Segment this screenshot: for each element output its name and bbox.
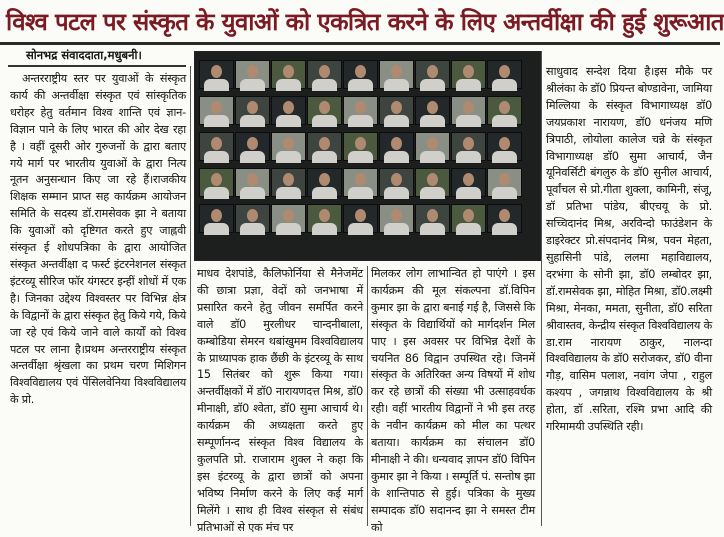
participant-tile: [271, 96, 306, 125]
column-4-text: साधुवाद सन्देश दिया है।इस मौके पर श्रीलंका के डॉ0 प्रियन्त बोण्डावेना, जामिया मिल्लिया के संस्कृत विभागाध्यक्ष डॉ0 जयप्रकाश नारायण, डॉ0 धनंजय मणि त्रिपाठी, लोयोला कालेज चन्ने के संस्कृत विभागाध्यक्ष डॉ0 सुमा आचार्य, जैन यूनिवर्सिटी बंगलुरु के डॉ0 सुनील आचार्य, पूर्वांचल से प्रो.गीता शुक्ला, कामिनी, संजू, डॉ प्रतिभा पांडेय, बीएचयू के प्रो. सच्चिदानंद मिश्र, अरविन्दो फाउंडेशन के डाइरेक्टर प्रो.संपदानंद मिश्र, पवन मेहता, सुहासिनी पांडे, ललमा महाविद्यालय, दरभंगा के सोनी झा, डॉ0 लम्बोदर झा, डॉ.रामसेवक झा, मोहित मिश्रा, डॉ0.लक्ष्मी मिश्रा, मेनका, ममता, सुनीता, डॉ0 सरिता श्रीवास्तव, केन्द्रीय संस्कृत विश्वविद्यालय के डा.राम नारायण ठाकुर, नालन्दा विश्वविद्यालय के डॉ0 सरोजकर, डॉ0 वीना गौड़, वासिम पलाश, नवांग जेपा , राहुल कश्यप , जगन्नाथ विश्वविद्यालय के श्री होता, डॉ .सरिता, रश्मि प्रभा आदि की गरिमामयी उपस्थिति रही।: [546, 65, 712, 434]
participant-tile: [415, 204, 450, 233]
participant-tile: [343, 168, 378, 197]
byline-rule: [8, 65, 186, 67]
participant-tile: [271, 60, 306, 89]
participant-tile: [343, 132, 378, 161]
participant-tile: [379, 204, 414, 233]
participant-tile: [307, 60, 342, 89]
participant-tile: [343, 204, 378, 233]
article-column-4: [546, 64, 712, 526]
participant-tile: [487, 204, 522, 233]
column-divider: [367, 266, 368, 526]
participant-tile: [379, 132, 414, 161]
participant-tile: [307, 132, 342, 161]
article-column-2: [197, 266, 363, 534]
participant-tile: [235, 204, 270, 233]
participant-tile: [235, 132, 270, 161]
participant-tile: [451, 60, 486, 89]
participant-tile: [307, 96, 342, 125]
column-divider: [190, 66, 191, 526]
participant-tile: [379, 60, 414, 89]
participant-tile: [235, 96, 270, 125]
participant-tile: [307, 204, 342, 233]
participant-tile: [451, 132, 486, 161]
participant-tile: [343, 60, 378, 89]
participant-tile: [343, 96, 378, 125]
participant-tile: [271, 132, 306, 161]
participant-tile: [415, 132, 450, 161]
participant-tile: [199, 168, 234, 197]
participant-tile: [451, 96, 486, 125]
participant-tile: [307, 168, 342, 197]
headline-rule: [0, 42, 720, 45]
column-divider: [541, 51, 542, 526]
participant-tile: [271, 168, 306, 197]
participant-tile: [415, 96, 450, 125]
participant-tile: [199, 204, 234, 233]
article-column-3: [371, 266, 535, 534]
participant-tile: [451, 168, 486, 197]
participant-tile: [415, 60, 450, 89]
participant-tile: [379, 168, 414, 197]
column-1-text: अन्तरराष्ट्रीय स्तर पर युवाओं के संस्कृत कार्य की अन्तर्वीक्षा संस्कृत एवं सांस्कृतिक धरोहर हेतु वर्तमान विश्व शान्ति एवं ज्ञान-विज्ञान पाने के लिए भारत की ओर देख रहा है । वहीं दूसरी ओर गुरुजनों के द्वारा बताए गये मार्ग पर भारतीय युवाओं के द्वारा नित्य नूतन अनुसन्धान किए जा रहे हैं।राजकीय शिक्षक सम्मान प्राप्त सह कार्यक्रम आयोजन समिति के सदस्य डॉ.रामसेवक झा ने बताया कि युवाओं को दृष्टिगत करते हुए जाह्नवी संस्कृत ई शोधपत्रिका के द्वारा आयोजित संस्कृत अन्तर्वीक्षा द फर्स्ट इंटरनेशनल संस्कृत इंटरव्यू सीरिज फॉर यंगस्टर इन्हीं शोधों में एक है। जिनका उद्देश्य विश्वस्तर पर विभिन्न क्षेत्र के विद्वानों के द्वारा संस्कृत हेतु किये गये, किये जा रहे एवं किये जाने वाले कार्यों को विश्व पटल पर लाना है।प्रथम अन्तरराष्ट्रीय संस्कृत अन्तर्वीक्षा श्रृंखला का प्रथम चरण मिशिगन विश्वविद्यालय एवं पेंसिलवेनिया विश्वविद्यालय के प्रो.: [10, 72, 186, 407]
participant-tile: [199, 132, 234, 161]
participant-tile: [487, 96, 522, 125]
participant-tile: [235, 60, 270, 89]
participant-tile: [487, 168, 522, 197]
participant-tile: [415, 168, 450, 197]
video-conference-photo: [194, 51, 541, 261]
column-3-text: मिलकर लोग लाभान्वित हो पाएंगे । इस कार्यक्रम की मूल संकल्पना डॉ.विपिन कुमार झा के द्वारा बनाई गई है, जिससे कि संस्कृत के विद्यार्थियों को मार्गदर्शन मिल पाए । इस अवसर पर विभिन्न देशों के चयनित 86 विद्वान उपस्थित रहे। जिनमें संस्कृत के अतिरिक्त अन्य विषयों में शोध कर रहे छात्रों की संख्या भी उत्साहवर्धक रही। वहीं भारतीय विद्वानों ने भी इस तरह के नवीन कार्यक्रम को मील का पत्थर बताया। कार्यक्रम का संचालन डॉ0 मीनाक्षी ने की। धन्यवाद ज्ञापन डॉ0 विपिन कुमार झा ने किया । सम्पूर्ति पं. सन्तोष झा के शान्तिपाठ से हुई। पत्रिका के मुख्य सम्पादक डॉ0 सदानन्द झा ने समस्त टीम को: [371, 267, 535, 534]
participant-tile: [199, 60, 234, 89]
participant-tile: [271, 204, 306, 233]
participant-tile: [235, 168, 270, 197]
participant-tile: [199, 96, 234, 125]
article-column-1: [10, 71, 186, 527]
participant-tile: [487, 132, 522, 161]
byline: सोनभद्र संवाददाता,मधुबनी।: [26, 48, 142, 62]
headline: विश्व पटल पर संस्कृत के युवाओं को एकत्रित करने के लिए अन्तर्वीक्षा की हुई शुरूआत: [6, 7, 724, 36]
column-2-text: माधव देशपांडे, कैलिफोर्निया से मैनेजमेंट की छात्रा प्रज्ञा, वेदों को जनभाषा में प्रसारित करने हेतु जीवन समर्पित करने वाले डॉ0 मुरलीधर चान्दनीबाला, कम्बोडिया सेमरन थबांखुमम विश्वविद्यालय के प्राध्यापक हाक छैंछी के इंटरव्यू के साथ 15 सितंबर को शुरू किया गया। अन्तर्वीक्षकों में डॉ0 नारायणदत्त मिश्र, डॉ0 मीनाक्षी, डॉ0 श्वेता, डॉ0 सुमा आचार्य थे।कार्यक्रम की अध्यक्षता करते हुए सम्पूर्णानन्द संस्कृत विश्व विद्यालय के कुलपति प्रो. राजाराम शुक्ल ने कहा कि इस इंटरव्यू के द्वारा छात्रों को अपना भविष्य निर्माण करने के लिए कई मार्ग मिलेंगे । साथ ही विश्व संस्कृत से संबंध प्रतिभाओं से एक मंच पर: [197, 267, 363, 534]
participant-tile: [379, 96, 414, 125]
participant-tile: [451, 204, 486, 233]
participant-tile: [487, 60, 522, 89]
